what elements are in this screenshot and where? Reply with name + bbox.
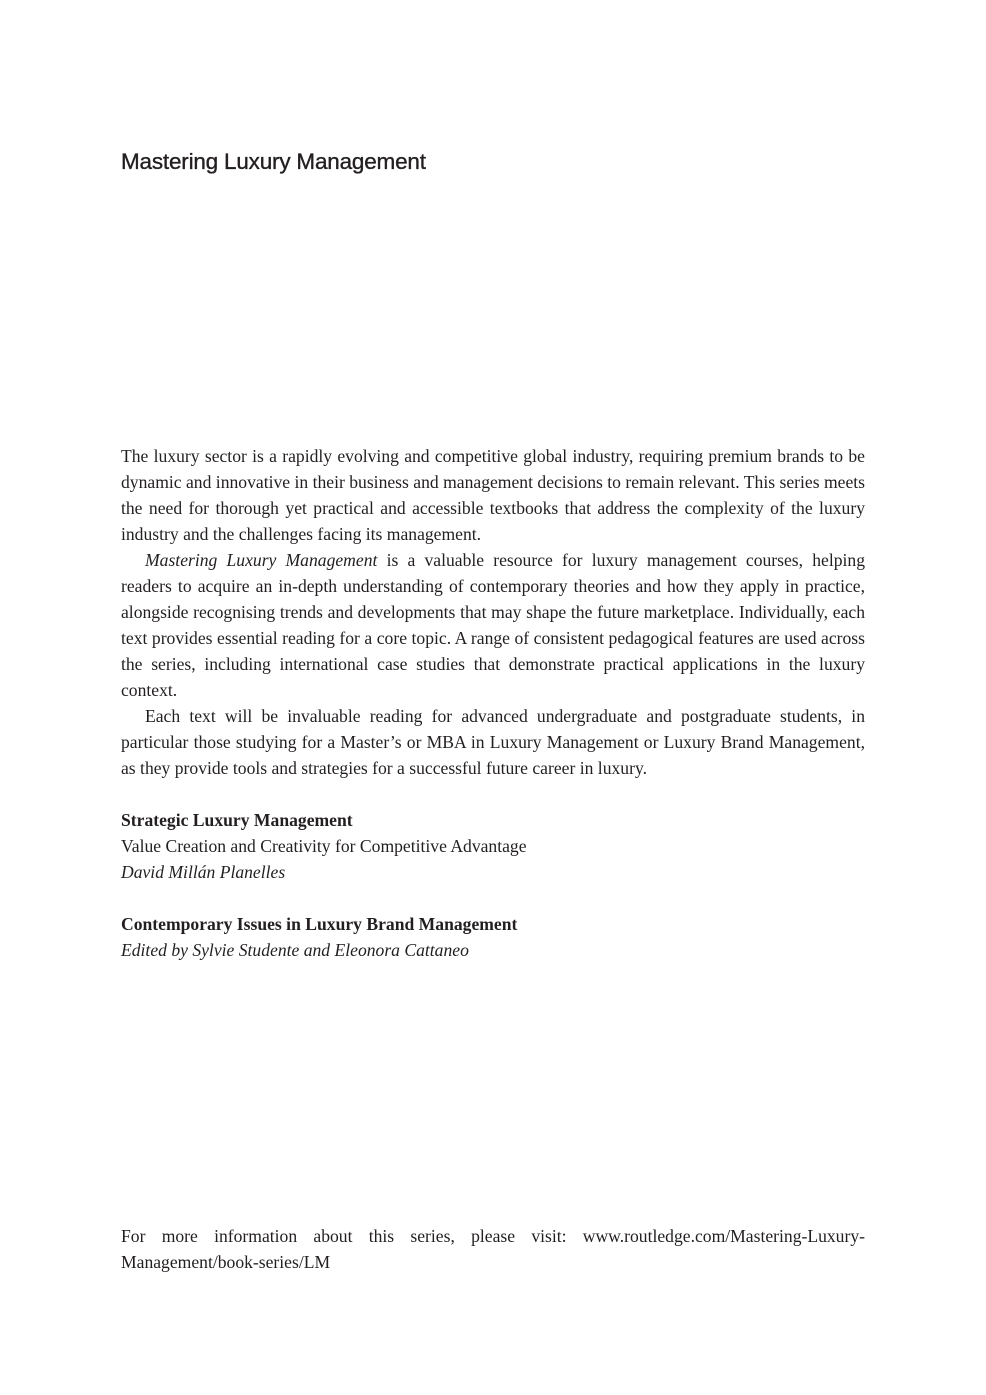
book-title: Contemporary Issues in Luxury Brand Management: [121, 914, 518, 934]
description-paragraph-2: [121, 547, 865, 703]
series-name-italic: Mastering Luxury Management: [145, 550, 378, 570]
book-entry: [121, 911, 865, 963]
book-author: Edited by Sylvie Studente and Eleonora Cattaneo: [121, 940, 469, 960]
book-author: David Millán Planelles: [121, 862, 286, 882]
description-paragraph-2-text: is a valuable resource for luxury management courses, helping readers to acquire an in-depth understanding of contemporary theories and how they apply in practice, alongside recognising trends and developments that may shape the future marketplace. Individually, each text provides essential reading for a core topic. A range of consistent pedagogical features are used across the series, including international case studies that demonstrate practical applications in the luxury context.: [121, 550, 865, 700]
book-title: Strategic Luxury Management: [121, 810, 353, 830]
series-description: [121, 443, 865, 781]
description-paragraph-3: Each text will be invaluable reading for advanced undergraduate and postgraduate students, in particular those studying for a Master’s or MBA in Luxury Management or Luxury Brand Management, as they provide tools and strategies for a successful future career in luxury.: [121, 706, 865, 778]
book-entry: [121, 807, 865, 885]
description-paragraph-1: The luxury sector is a rapidly evolving and competitive global industry, requiring premium brands to be dynamic and innovative in their business and management decisions to remain relevant. This series meets the need for thorough yet practical and accessible textbooks that address the complexity of the luxury industry and the challenges facing its management.: [121, 446, 865, 544]
series-title: Mastering Luxury Management: [121, 149, 426, 174]
series-more-info: For more information about this series, please visit: www.routledge.com/Mastering-Luxury-Management/book-series/LM: [121, 1226, 865, 1272]
book-subtitle: Value Creation and Creativity for Competitive Advantage: [121, 836, 527, 856]
